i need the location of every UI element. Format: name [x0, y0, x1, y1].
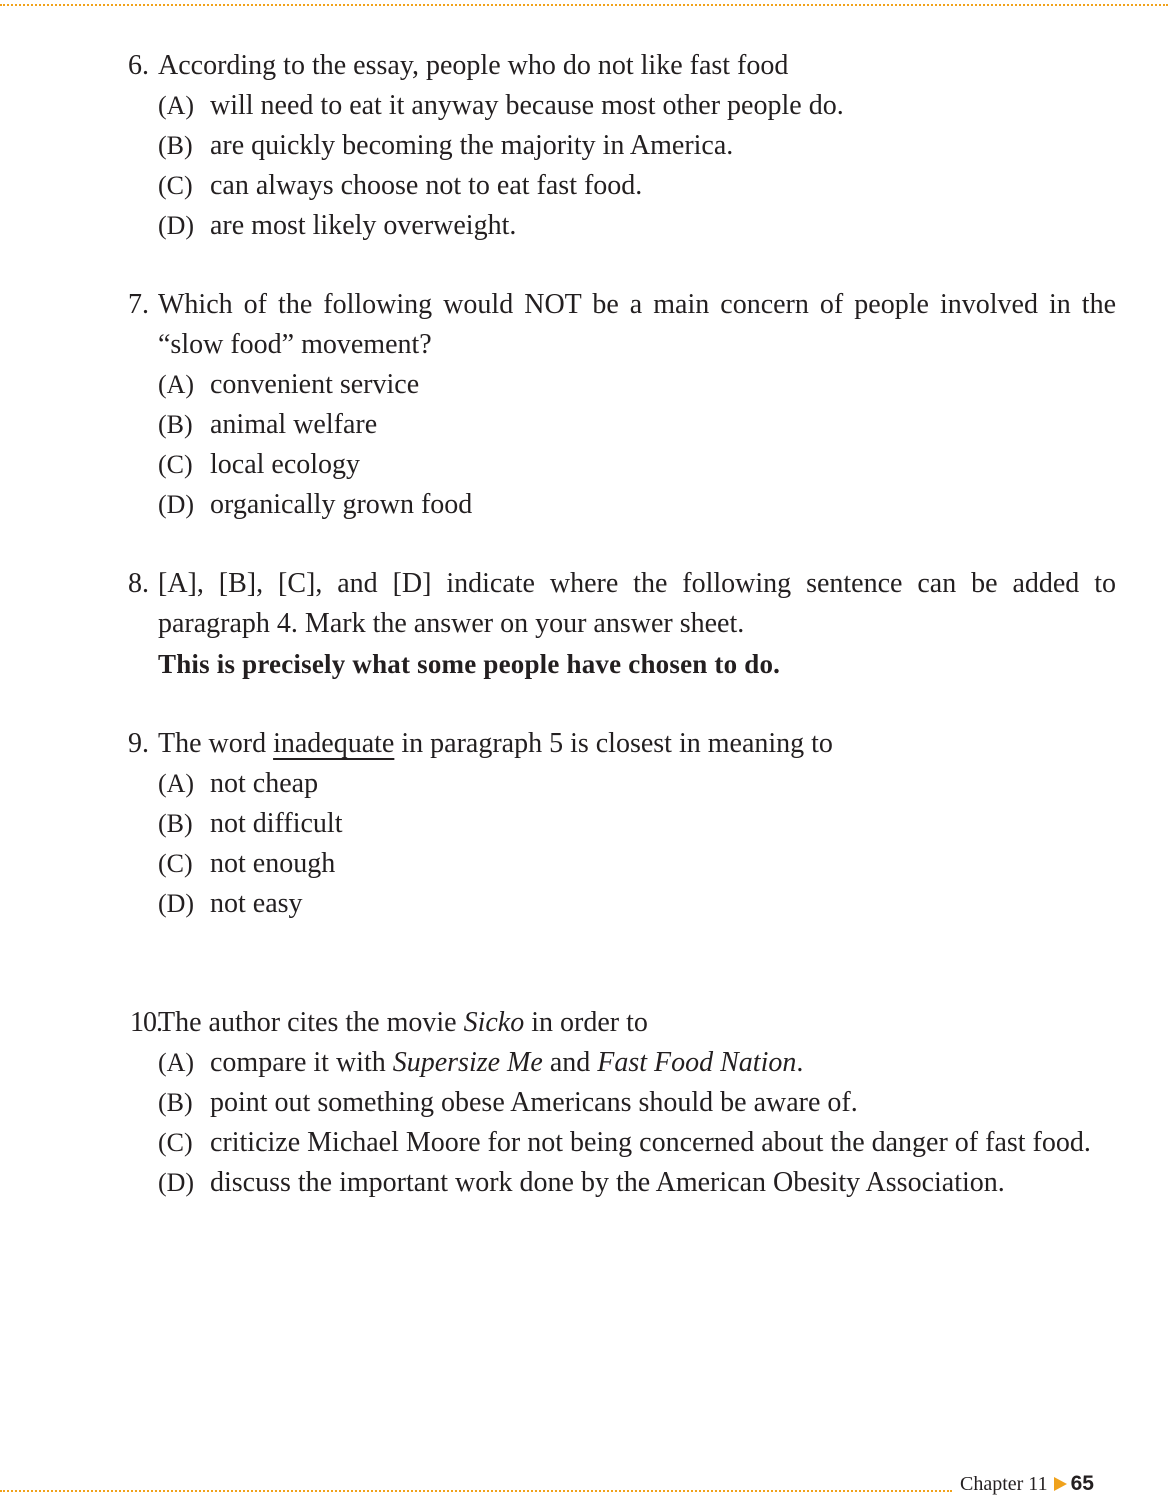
- movie-title: Supersize Me: [392, 1047, 543, 1078]
- option-text: organically grown food: [210, 489, 473, 520]
- option-text: [210, 1043, 803, 1083]
- option-letter: (B): [158, 410, 193, 439]
- option-text: not easy: [210, 888, 303, 919]
- question-7: [0, 285, 1168, 525]
- option-letter: (A): [158, 91, 195, 120]
- stem-before: The word: [158, 728, 274, 759]
- question-10: [0, 1003, 1168, 1203]
- question-stem-continued: [0, 604, 1168, 644]
- option-d[interactable]: [0, 1163, 1168, 1203]
- insert-sentence-text: This is precisely what some people have chosen to do.: [158, 649, 781, 679]
- option-a[interactable]: [0, 86, 1168, 126]
- page-number: 65: [1070, 1472, 1094, 1495]
- option-text: discuss the important work done by the American Obesity Association.: [210, 1167, 1005, 1198]
- option-letter: (D): [158, 490, 195, 519]
- question-text: [A], [B], [C], and [D] indicate where the following sentence can be added to: [158, 568, 1116, 599]
- option-letter: (C): [158, 849, 193, 878]
- option-letter: (A): [158, 1048, 195, 1077]
- question-number: 8.: [128, 568, 149, 599]
- option-a[interactable]: [0, 365, 1168, 405]
- question-6: [0, 46, 1168, 246]
- option-letter: (D): [158, 1168, 195, 1197]
- option-text-after: .: [796, 1047, 804, 1078]
- question-stem: [0, 724, 1168, 764]
- option-letter: (B): [158, 1088, 193, 1117]
- option-c[interactable]: [0, 445, 1168, 485]
- movie-title: Fast Food Nation: [597, 1047, 797, 1078]
- question-number: 9.: [128, 728, 149, 759]
- question-text: Which of the following would NOT be a main concern of people involved in the: [158, 289, 1116, 320]
- question-stem: [0, 564, 1168, 604]
- option-c[interactable]: [0, 166, 1168, 206]
- question-9: [0, 724, 1168, 924]
- option-text: convenient service: [210, 369, 420, 400]
- underlined-word: inadequate: [273, 728, 395, 759]
- bottom-dotted-rule: [0, 1490, 952, 1492]
- option-text: animal welfare: [210, 409, 378, 440]
- option-letter: (D): [158, 889, 195, 918]
- question-stem: [0, 46, 1168, 86]
- option-text: will need to eat it anyway because most other people do.: [210, 90, 844, 121]
- question-text: [158, 724, 833, 764]
- movie-title: Sicko: [463, 1007, 525, 1038]
- option-c[interactable]: [0, 1123, 1168, 1163]
- stem-after: in paragraph 5 is closest in meaning to: [394, 728, 833, 759]
- option-b[interactable]: [0, 1083, 1168, 1123]
- option-text: are most likely overweight.: [210, 210, 517, 241]
- question-text: According to the essay, people who do not like fast food: [158, 50, 789, 81]
- option-letter: (B): [158, 131, 193, 160]
- question-number: 7.: [128, 289, 149, 320]
- question-text-continued: paragraph 4. Mark the answer on your answer sheet.: [158, 608, 745, 639]
- option-text: criticize Michael Moore for not being concerned about the danger of fast food.: [210, 1127, 1091, 1158]
- option-c[interactable]: [0, 844, 1168, 884]
- option-text: local ecology: [210, 449, 361, 480]
- question-text: [158, 1003, 648, 1043]
- option-d[interactable]: [0, 206, 1168, 246]
- question-number: 6.: [128, 50, 149, 81]
- stem-before: The author cites the movie: [158, 1007, 464, 1038]
- page-footer: [960, 1470, 1094, 1498]
- question-stem-continued: [0, 325, 1168, 365]
- option-letter: (A): [158, 370, 195, 399]
- question-stem: [0, 1003, 1168, 1043]
- chapter-label: Chapter 11: [960, 1472, 1048, 1495]
- question-text-continued: “slow food” movement?: [158, 329, 432, 360]
- option-text: not cheap: [210, 768, 319, 799]
- option-d[interactable]: [0, 485, 1168, 525]
- question-stem: [0, 285, 1168, 325]
- option-text: not difficult: [210, 808, 343, 839]
- option-letter: (C): [158, 171, 193, 200]
- option-text: can always choose not to eat fast food.: [210, 170, 643, 201]
- option-text-before: compare it with: [210, 1047, 393, 1078]
- option-letter: (D): [158, 211, 195, 240]
- top-dotted-rule: [0, 4, 1168, 6]
- option-letter: (A): [158, 769, 195, 798]
- option-letter: (B): [158, 809, 193, 838]
- option-text-mid: and: [542, 1047, 598, 1078]
- question-8: [0, 564, 1168, 684]
- option-text: not enough: [210, 848, 336, 879]
- option-letter: (C): [158, 450, 193, 479]
- insert-sentence: [0, 644, 1168, 684]
- triangle-arrow-icon: [1054, 1477, 1067, 1491]
- option-text: point out something obese Americans should be aware of.: [210, 1087, 858, 1118]
- question-number: 10.: [130, 1007, 162, 1038]
- option-b[interactable]: [0, 804, 1168, 844]
- option-b[interactable]: [0, 405, 1168, 445]
- option-letter: (C): [158, 1128, 193, 1157]
- option-text: are quickly becoming the majority in America.: [210, 130, 734, 161]
- option-d[interactable]: [0, 884, 1168, 924]
- option-a[interactable]: [0, 764, 1168, 804]
- option-a[interactable]: [0, 1043, 1168, 1083]
- stem-after: in order to: [524, 1007, 648, 1038]
- option-b[interactable]: [0, 126, 1168, 166]
